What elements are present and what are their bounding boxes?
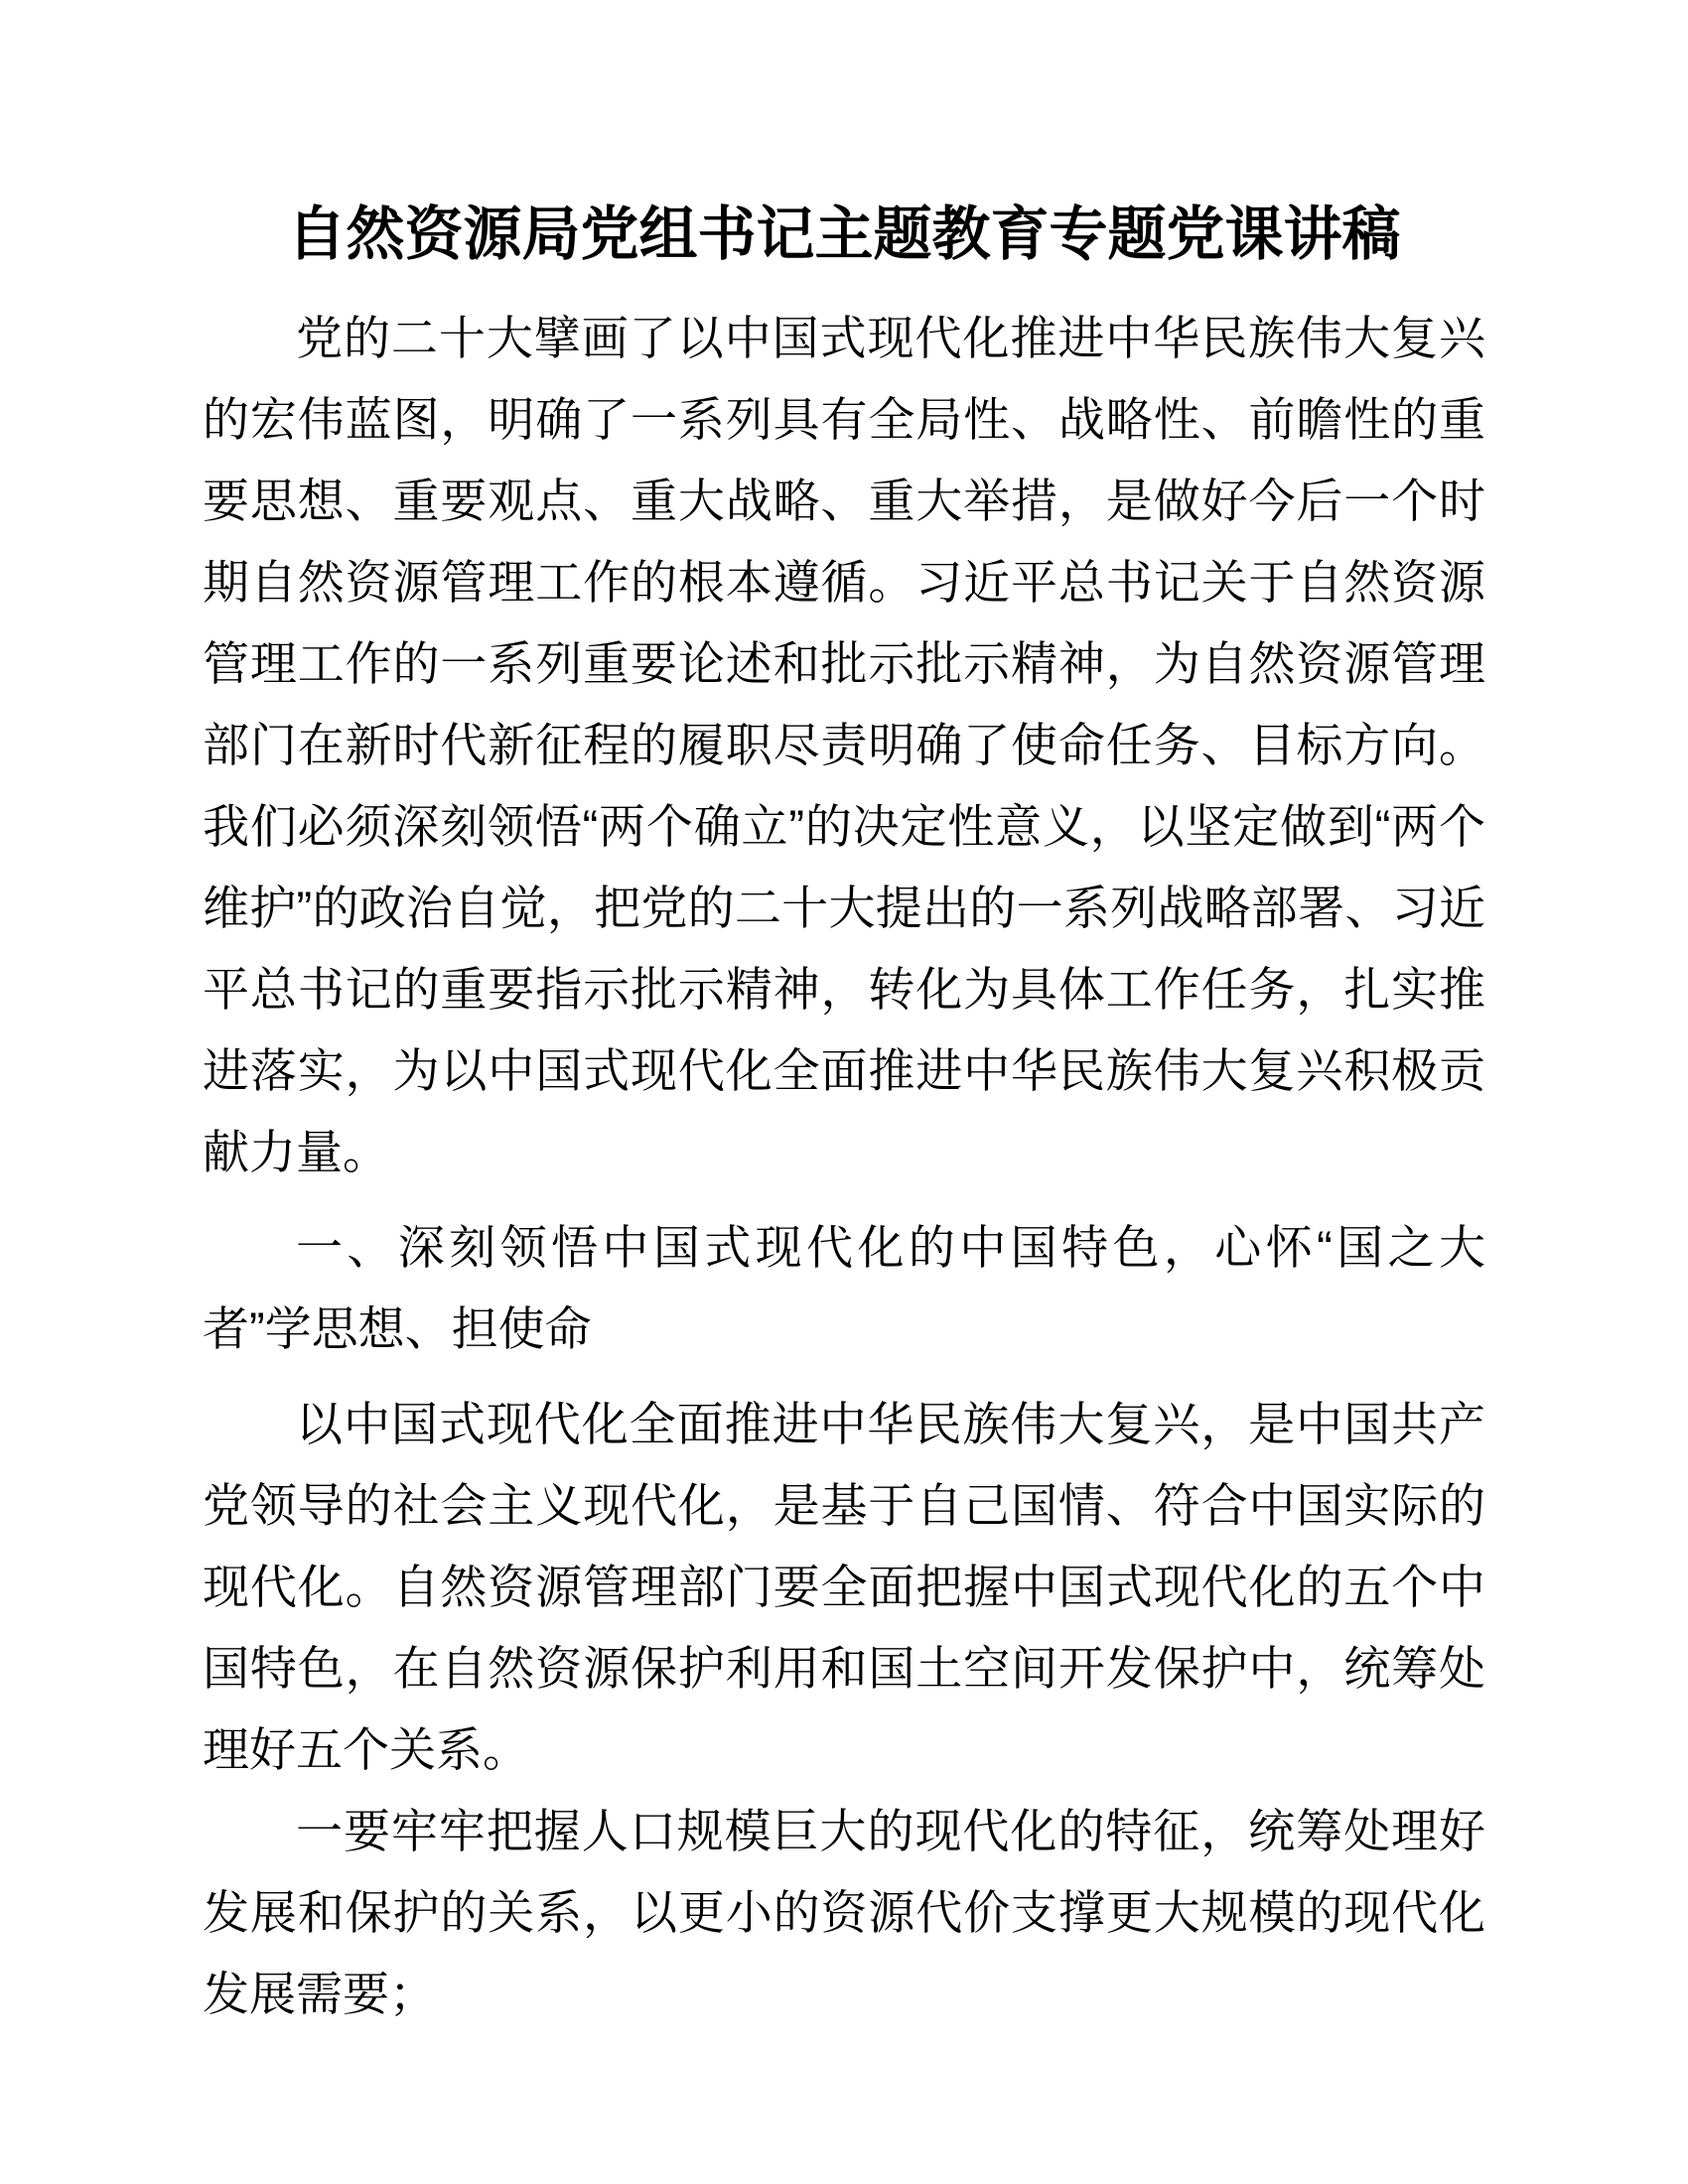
paragraph-intro: 党的二十大擘画了以中国式现代化推进中华民族伟大复兴的宏伟蓝图，明确了一系列具有全局性、战略性、前瞻性的重要思想、重要观点、重大战略、重大举措，是做好今后一个时期自然资源管理工作的根本遵循。习近平总书记关于自然资源管理工作的一系列重要论述和批示批示精神，为自然资源管理部门在新时代新征程的履职尽责明确了使命任务、目标方向。我们必须深刻领悟“两个确立”的决定性意义，以坚定做到“两个维护”的政治自觉，把党的二十大提出的一系列战略部署、习近平总书记的重要指示批示精神，转化为具体工作任务，扎实推进落实，为以中国式现代化全面推进中华民族伟大复兴积极贡献力量。 bbox=[203, 312, 1485, 1178]
section-heading-one: 一、深刻领悟中国式现代化的中国特色，心怀“国之大者”学思想、担使命 bbox=[203, 1221, 1485, 1355]
paragraph-point-one: 一要牢牢把握人口规模巨大的现代化的特征，统筹处理好发展和保护的关系，以更小的资源代价支撑更大规模的现代化发展需要； bbox=[203, 1805, 1485, 2020]
document-title: 自然资源局党组书记主题教育专题党课讲稿 bbox=[287, 202, 1401, 267]
paragraph-section-body: 以中国式现代化全面推进中华民族伟大复兴，是中国共产党领导的社会主义现代化，是基于自己国情、符合中国实际的现代化。自然资源管理部门要全面把握中国式现代化的五个中国特色，在自然资源保护利用和国土空间开发保护中，统筹处理好五个关系。 bbox=[203, 1398, 1485, 1776]
